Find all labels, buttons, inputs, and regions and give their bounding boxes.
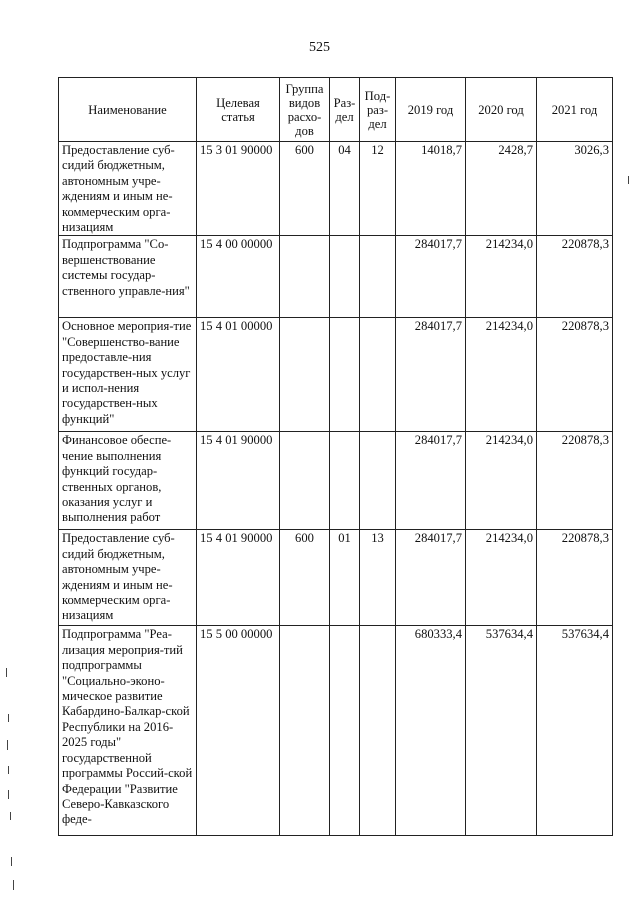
row-2019: 284017,7 xyxy=(396,318,466,432)
header-2020: 2020 год xyxy=(466,78,537,142)
row-section: 01 xyxy=(330,530,360,626)
row-group xyxy=(280,626,330,836)
header-section: Раз-дел xyxy=(330,78,360,142)
row-target: 15 5 00 00000 xyxy=(197,626,280,836)
scan-mark xyxy=(10,812,11,820)
row-subsection: 13 xyxy=(360,530,396,626)
row-2020: 214234,0 xyxy=(466,318,537,432)
row-subsection xyxy=(360,236,396,318)
row-section xyxy=(330,626,360,836)
table-row xyxy=(59,530,613,626)
header-name: Наименование xyxy=(59,78,197,142)
header-subsection: Под-раз-дел xyxy=(360,78,396,142)
row-2020: 214234,0 xyxy=(466,236,537,318)
scan-mark xyxy=(8,790,9,799)
row-group: 600 xyxy=(280,530,330,626)
row-name: Предоставление суб-сидий бюджетным, автономным учре-ждениям и иным не-коммерческим орга-низациям xyxy=(59,142,197,236)
row-section xyxy=(330,236,360,318)
row-section xyxy=(330,432,360,530)
page-number: 525 xyxy=(309,40,330,55)
row-2021: 537634,4 xyxy=(537,626,613,836)
scan-mark xyxy=(7,740,8,750)
header-2021: 2021 год xyxy=(537,78,613,142)
scan-mark xyxy=(628,176,629,184)
row-target: 15 4 00 00000 xyxy=(197,236,280,318)
table-header-row xyxy=(59,78,613,142)
row-2020: 214234,0 xyxy=(466,432,537,530)
row-subsection: 12 xyxy=(360,142,396,236)
row-name: Финансовое обеспе-чение выполнения функций государ-ственных органов, оказания услуг и выполнения работ xyxy=(59,432,197,530)
row-section xyxy=(330,318,360,432)
row-subsection xyxy=(360,318,396,432)
row-2020: 2428,7 xyxy=(466,142,537,236)
row-2019: 680333,4 xyxy=(396,626,466,836)
row-group: 600 xyxy=(280,142,330,236)
row-name: Подпрограмма "Со-вершенствование системы государ-ственного управле-ния" xyxy=(59,236,197,318)
scan-mark xyxy=(13,880,14,890)
header-2019: 2019 год xyxy=(396,78,466,142)
row-group xyxy=(280,236,330,318)
row-2019: 14018,7 xyxy=(396,142,466,236)
row-target: 15 3 01 90000 xyxy=(197,142,280,236)
row-subsection xyxy=(360,626,396,836)
row-target: 15 4 01 90000 xyxy=(197,432,280,530)
table-row xyxy=(59,626,613,836)
row-2021: 220878,3 xyxy=(537,318,613,432)
budget-table xyxy=(58,77,613,836)
row-section: 04 xyxy=(330,142,360,236)
row-2021: 220878,3 xyxy=(537,236,613,318)
row-group xyxy=(280,318,330,432)
row-target: 15 4 01 00000 xyxy=(197,318,280,432)
row-subsection xyxy=(360,432,396,530)
table-row xyxy=(59,432,613,530)
table-row xyxy=(59,236,613,318)
row-2020: 537634,4 xyxy=(466,626,537,836)
row-name: Основное мероприя-тие "Совершенство-вание предоставле-ния государствен-ных услуг и испол-нения государствен-ных функций" xyxy=(59,318,197,432)
header-target: Целевая статья xyxy=(197,78,280,142)
scan-mark xyxy=(8,766,9,774)
row-group xyxy=(280,432,330,530)
row-name: Подпрограмма "Реа-лизация мероприя-тий подпрограммы "Социально-эконо-мическое развитие Кабардино-Балкар-ской Республики на 2016-2025 годы" государственной программы Россий-ской Федерации "Развитие Северо-Кавказского феде- xyxy=(59,626,197,836)
scan-mark xyxy=(6,668,7,677)
row-2021: 3026,3 xyxy=(537,142,613,236)
row-2021: 220878,3 xyxy=(537,530,613,626)
table-row xyxy=(59,318,613,432)
row-2019: 284017,7 xyxy=(396,530,466,626)
row-2021: 220878,3 xyxy=(537,432,613,530)
row-name: Предоставление суб-сидий бюджетным, автономным учре-ждениям и иным не-коммерческим орга-низациям xyxy=(59,530,197,626)
table-row xyxy=(59,142,613,236)
row-2019: 284017,7 xyxy=(396,432,466,530)
row-target: 15 4 01 90000 xyxy=(197,530,280,626)
header-group: Группа видов расхо-дов xyxy=(280,78,330,142)
row-2020: 214234,0 xyxy=(466,530,537,626)
scan-mark xyxy=(11,857,12,866)
scan-mark xyxy=(8,714,9,722)
row-2019: 284017,7 xyxy=(396,236,466,318)
